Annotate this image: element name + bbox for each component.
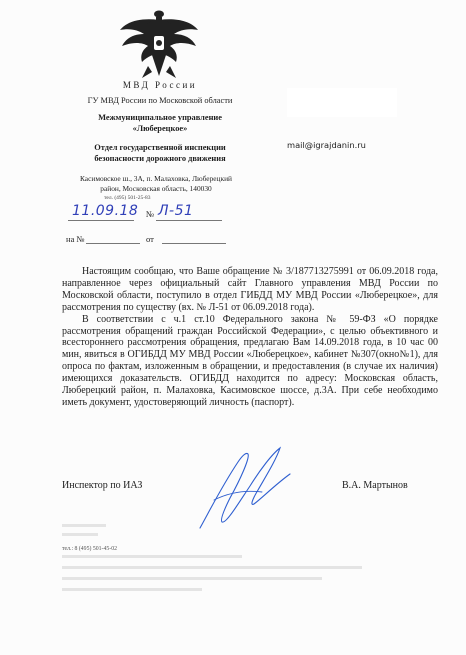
department-name <box>32 113 288 134</box>
scan-artifact <box>62 533 98 536</box>
scan-artifact <box>62 588 202 591</box>
department-line2: «Люберецкое» <box>132 123 188 133</box>
registration-number: Л-51 <box>158 203 194 219</box>
body-paragraph-1: Настоящим сообщаю, что Ваше обращение № 3/187713275991 от 06.09.2018 года, направленное через официальный сайт Главного управления МВД России по Московской области, поступило в отдел ГИБДД МУ МВД России «Люберецкое», для рассмотрения по существу (вх. № Л-51 от 06.09.2018 года). <box>62 266 438 313</box>
division-name <box>32 143 288 164</box>
scan-artifact <box>62 524 106 527</box>
main-directorate: ГУ МВД России по Московской области <box>87 96 233 105</box>
division-line2: безопасности дорожного движения <box>94 153 226 163</box>
reference-label: на № <box>66 234 85 244</box>
scan-artifact <box>62 555 242 558</box>
number-underline <box>156 220 222 221</box>
registration-date: 11.09.18 <box>72 203 139 219</box>
office-phone: тел. (495) 501-25-83 <box>104 195 151 201</box>
office-address <box>40 174 272 193</box>
double-headed-eagle-emblem-icon <box>118 6 200 80</box>
from-underline <box>162 243 226 244</box>
footer-phone: тел.: 8 (495) 501-45-02 <box>62 546 118 552</box>
from-label: от <box>146 234 154 244</box>
ministry-name: МВД России <box>122 80 198 90</box>
scan-artifact <box>62 566 362 569</box>
address-line2: район, Московская область, 140030 <box>100 183 212 193</box>
address-line1: Касимовское ш., 3А, п. Малаховка, Люберецкий <box>79 174 233 183</box>
body-paragraph-2: В соответствии с ч.1 ст.10 Федерального закона № 59-ФЗ «О порядке рассмотрения обращений граждан Российской Федерации», с целью объективного и всестороннего рассмотрения обращения, предлагаю Вам 14.09.2018 года, в 10 час 00 мин, явиться в ОГИБДД МУ МВД России «Люберецкое», кабинет №307(окно№1), для опроса по фактам, изложенным в обращении, и предоставления (в случае их наличия) имеющихся доказательств. ОГИБДД находится по адресу: Московская область, Люберецкий район, п. Малаховка, Касимовское шоссе, д.3А. При себе необходимо иметь документ, удостоверяющий личность (паспорт). <box>62 313 438 408</box>
handwritten-signature-icon <box>180 440 310 540</box>
division-line1: Отдел государственной инспекции <box>94 143 226 152</box>
reference-underline <box>86 243 140 244</box>
scan-artifact <box>62 577 322 580</box>
signatory-position: Инспектор по ИАЗ <box>62 480 143 491</box>
number-label: № <box>146 209 155 219</box>
letter-body <box>62 266 438 409</box>
signatory-name: В.А. Мартынов <box>342 480 408 491</box>
department-line1: Межмуниципальное управление <box>98 113 222 122</box>
recipient-email: mail@igrajdanin.ru <box>287 140 366 150</box>
date-underline <box>68 220 134 221</box>
redacted-recipient-name <box>287 88 397 117</box>
